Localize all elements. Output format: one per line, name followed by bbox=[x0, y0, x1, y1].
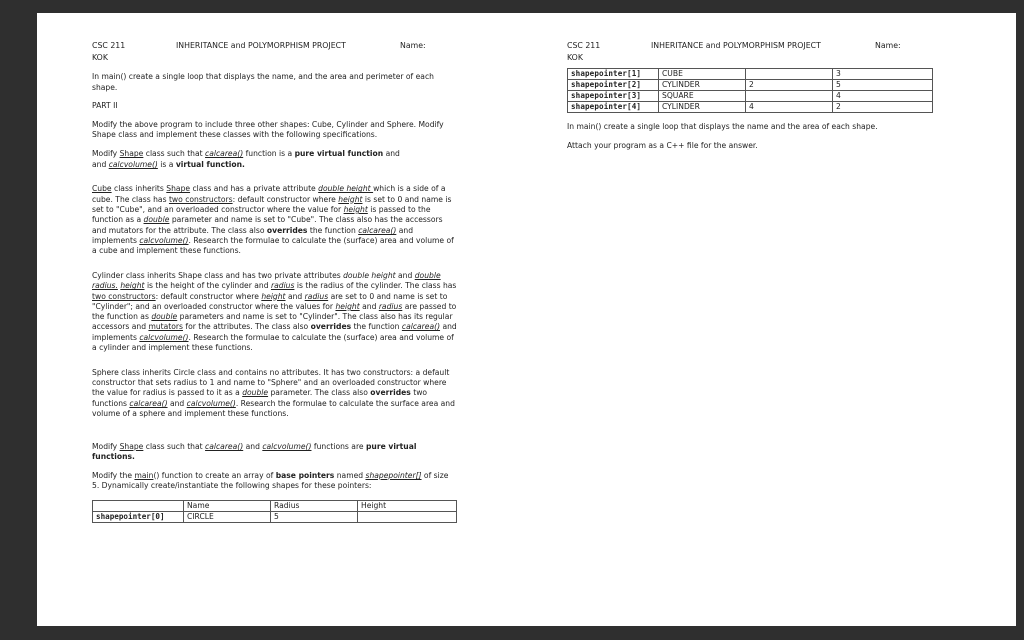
table-cell: shapepointer[4] bbox=[568, 102, 659, 113]
table-header-cell bbox=[93, 501, 184, 512]
table-cell: CUBE bbox=[659, 69, 746, 80]
shape-table-right bbox=[567, 68, 933, 113]
table-header-cell: Name bbox=[184, 501, 271, 512]
shape-table-left bbox=[92, 500, 457, 523]
name-label: Name: bbox=[875, 41, 901, 50]
table-header-cell: Height bbox=[358, 501, 457, 512]
table-header-cell: Radius bbox=[271, 501, 358, 512]
table-cell: CYLINDER bbox=[659, 80, 746, 91]
course-code: CSC 211 bbox=[92, 41, 126, 50]
shape-virtual-paragraph: Modify Shape class such that calcarea() function is a pure virtual function and and calcvolume() is a virtual function. bbox=[92, 149, 400, 169]
instructor: KOK bbox=[567, 53, 583, 62]
modify-intro-paragraph: Modify the above program to include three other shapes: Cube, Cylinder and Sphere. Modify Shape class and implement these classes with the following specifications. bbox=[92, 120, 444, 140]
intro-paragraph: In main() create a single loop that displays the name, and the area and perimeter of each shape. bbox=[92, 72, 434, 92]
page-header bbox=[92, 41, 457, 53]
cylinder-paragraph: Cylinder class inherits Shape class and has two private attributes double height and double radius. height is the height of the cylinder and radius is the radius of the cylinder. The class has two constructors: default constructor where height and radius are set to 0 and name is set to "Cylinder"; and an overloaded constructor where the values for height and radius are passed to the function as double parameters and name is set to "Cylinder". The class also has its regular accessors and mutators for the attributes. The class also overrides the function calcarea() and implements calcvolume(). Research the formulae to calculate the (surface) area and volume of a cylinder and implement these functions. bbox=[92, 270, 457, 353]
table-cell: shapepointer[2] bbox=[568, 80, 659, 91]
project-title: INHERITANCE and POLYMORPHISM PROJECT bbox=[651, 41, 821, 50]
left-column bbox=[92, 41, 457, 523]
table-cell: 5 bbox=[271, 512, 358, 523]
table-row bbox=[568, 91, 933, 102]
table-cell: 4 bbox=[833, 91, 933, 102]
table-cell: shapepointer[3] bbox=[568, 91, 659, 102]
table-row bbox=[568, 102, 933, 113]
table-cell bbox=[746, 69, 833, 80]
table-cell: 2 bbox=[746, 80, 833, 91]
page-header bbox=[567, 41, 942, 53]
part-label: PART II bbox=[92, 101, 118, 111]
table-cell: 4 bbox=[746, 102, 833, 113]
cube-paragraph: Cube class inherits Shape class and has a private attribute double height which is a side of a cube. The class has two constructors: default constructor where height is set to 0 and name is set to "Cube", and an overloaded constructor where the value for height is passed to the function as a double parameter and name is set to "Cube". The class also has the accessors and mutators for the attribute. The class also overrides the function calcarea() and implements calcvolume(). Research the formulae to calculate the (surface) area and volume of a cube and implement these functions. bbox=[92, 184, 454, 256]
table-row bbox=[568, 69, 933, 80]
project-title: INHERITANCE and POLYMORPHISM PROJECT bbox=[176, 41, 346, 50]
table-cell bbox=[746, 91, 833, 102]
table-row bbox=[568, 80, 933, 91]
table-cell: 2 bbox=[833, 102, 933, 113]
table-cell: CIRCLE bbox=[184, 512, 271, 523]
table-cell bbox=[358, 512, 457, 523]
main-array-paragraph: Modify the main() function to create an array of base pointers named shapepointer[] of size 5. Dynamically create/instantiate the following shapes for these pointers: bbox=[92, 470, 449, 491]
table-cell: SQUARE bbox=[659, 91, 746, 102]
table-header-row bbox=[93, 501, 457, 512]
table-cell: shapepointer[0] bbox=[93, 512, 184, 523]
sphere-paragraph: Sphere class inherits Circle class and contains no attributes. It has two constructors: a default constructor that sets radius to 1 and name to "Sphere" and an overloaded constructor where the value for radius is passed to it as a double parameter. The class also overrides two functions calcarea() and calcvolume(). Research the formulae to calculate the surface area and volume of a sphere and implement these functions. bbox=[92, 367, 455, 419]
document-page bbox=[37, 13, 1016, 626]
pure-virtual-paragraph: Modify Shape class such that calcarea() and calcvolume() functions are pure virtual functions. bbox=[92, 441, 417, 462]
instructor: KOK bbox=[92, 53, 108, 62]
name-label: Name: bbox=[400, 41, 426, 50]
loop-instruction: In main() create a single loop that displays the name and the area of each shape. bbox=[567, 122, 878, 132]
table-cell: shapepointer[1] bbox=[568, 69, 659, 80]
attach-instruction: Attach your program as a C++ file for the answer. bbox=[567, 141, 758, 151]
table-cell: CYLINDER bbox=[659, 102, 746, 113]
course-code: CSC 211 bbox=[567, 41, 601, 50]
table-cell: 5 bbox=[833, 80, 933, 91]
table-cell: 3 bbox=[833, 69, 933, 80]
table-row bbox=[93, 512, 457, 523]
right-column bbox=[567, 41, 942, 160]
